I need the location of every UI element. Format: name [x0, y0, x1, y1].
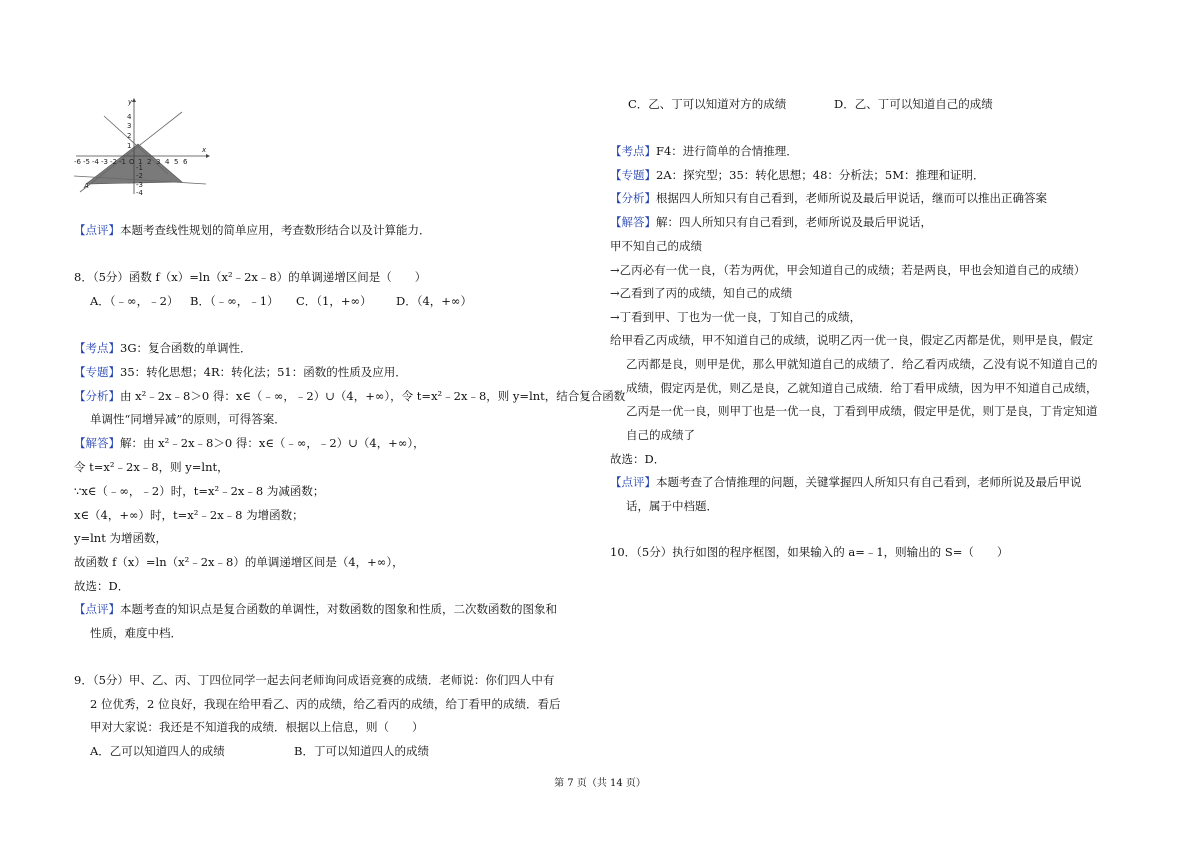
zhuanti-text: 35：转化思想；4R：转化法；51：函数的性质及应用． — [120, 365, 407, 379]
y-tick-label: -2 — [136, 172, 143, 180]
y-tick-label: 2 — [127, 132, 132, 140]
q9-para-line: 成绩，假定丙是优，则乙是良，乙就知道自己成绩．给丁看甲成绩，因为甲不知道自己成绩， — [626, 381, 1098, 395]
x-tick-label: -2 — [110, 158, 117, 166]
q8-step: 故函数 f（x）=ln（x²﹣2x﹣8）的单调递增区间是（4，+∞）， — [74, 555, 404, 569]
x-tick-label: -5 — [83, 158, 90, 166]
jieda-tag: 【解答】 — [610, 215, 656, 229]
q8-step: y=lnt 为增函数， — [74, 531, 167, 545]
kaodian-text: 3G：复合函数的单调性． — [120, 341, 252, 355]
x-axis-arrow — [206, 154, 210, 158]
y-tick-label: 4 — [127, 113, 132, 121]
q9-answer: 故选：D． — [610, 452, 666, 466]
dianping-tag: 【点评】 — [74, 602, 120, 616]
q8-kaodian — [74, 340, 252, 356]
x-tick-label: 2 — [147, 158, 152, 166]
q9-jieda — [610, 214, 932, 230]
q9-option-d: D．乙、丁可以知道自己的成绩 — [834, 97, 993, 111]
q9-dianping-line2: 话，属于中档题． — [626, 499, 718, 513]
fenxi-tag: 【分析】 — [610, 191, 656, 205]
comment-tag: 【点评】 — [74, 223, 120, 237]
dianping-text: 本题考查了合情推理的问题，关键掌握四人所知只有自己看到，老师所说及最后甲说 — [656, 475, 1082, 489]
q8-dianping — [74, 601, 557, 617]
x-tick-label: 4 — [165, 158, 170, 166]
q8-zhuanti — [74, 364, 407, 380]
q8-fenxi — [74, 388, 625, 404]
q8-stem: 8．（5分）函数 f（x）=ln（x²﹣2x﹣8）的单调递增区间是（ ） — [74, 270, 427, 284]
x-tick-label: -3 — [101, 158, 108, 166]
q9-kaodian — [610, 143, 798, 159]
jieda-text: 解：由 x²﹣2x﹣8＞0 得：x∈（﹣∞，﹣2）∪（4，+∞）， — [120, 436, 425, 450]
y-axis-arrow — [132, 98, 136, 102]
x-tick-label: 5 — [174, 158, 179, 166]
x-tick-label: -1 — [119, 158, 126, 166]
y-axis-label: y — [128, 98, 133, 106]
q9-para-line: 乙丙是一优一良，则甲丁也是一优一良，丁看到甲成绩，假定甲是优，则丁是良，丁肯定知道 — [626, 404, 1098, 418]
q8-step: 故选：D． — [74, 579, 130, 593]
q9-option-c: C．乙、丁可以知道对方的成绩 — [628, 97, 787, 111]
fenxi-tag: 【分析】 — [74, 389, 120, 403]
q8-option-b: B．（﹣∞，﹣1） — [190, 294, 279, 308]
x-tick-label: -6 — [74, 158, 81, 166]
dianping-tag: 【点评】 — [610, 475, 656, 489]
q9-option-b: B．丁可以知道四人的成绩 — [294, 744, 429, 758]
q8-step: 令 t=x²﹣2x﹣8，则 y=lnt， — [74, 460, 229, 474]
q8-option-a: A．（﹣∞，﹣2） — [90, 294, 179, 308]
q9-step: →乙看到了丙的成绩，知自己的成绩 — [610, 286, 793, 300]
q9-step: →丁看到甲、丁也为一优一良，丁知自己的成绩， — [610, 310, 862, 324]
x-tick-label: -4 — [92, 158, 99, 166]
q9-option-a: A．乙可以知道四人的成绩 — [90, 744, 225, 758]
zhuanti-text: 2A：探究型；35：转化思想；48：分析法；5M：推理和证明． — [656, 168, 985, 182]
y-tick-label: 3 — [127, 122, 132, 130]
y-tick-label: 1 — [127, 142, 132, 150]
fenxi-text: 根据四人所知只有自己看到，老师所说及最后甲说话，继而可以推出正确答案 — [656, 191, 1047, 205]
q9-fenxi — [610, 190, 1047, 206]
linear-programming-figure — [72, 96, 212, 196]
jieda-text: 解：四人所知只有自己看到，老师所说及最后甲说话， — [656, 215, 932, 229]
page-footer: 第 7 页（共 14 页） — [554, 778, 646, 789]
prev-comment — [74, 222, 431, 238]
q9-stem-line3: 甲对大家说：我还是不知道我的成绩．根据以上信息，则（ ） — [90, 720, 424, 734]
q8-step: x∈（4，+∞）时，t=x²﹣2x﹣8 为增函数； — [74, 508, 304, 522]
q8-option-c: C．（1，+∞） — [296, 294, 372, 308]
y-tick-label: -1 — [136, 164, 143, 172]
zhuanti-tag: 【专题】 — [610, 168, 656, 182]
kaodian-tag: 【考点】 — [610, 144, 656, 158]
comment-text: 本题考查线性规划的简单应用，考查数形结合以及计算能力． — [120, 223, 431, 237]
q9-stem: 9．（5分）甲、乙、丙、丁四位同学一起去问老师询问成语竞赛的成绩．老师说：你们四人中有 — [74, 673, 555, 687]
q9-para-line: 乙丙都是良，则甲是优，那么甲就知道自己的成绩了．给乙看丙成绩，乙没有说不知道自己的 — [626, 357, 1098, 371]
x-tick-label: 6 — [183, 158, 188, 166]
q9-step: →乙丙必有一优一良，（若为两优，甲会知道自己的成绩；若是两良，甲也会知道自己的成绩） — [610, 263, 1086, 277]
q8-step: ∵x∈（﹣∞，﹣2）时，t=x²﹣2x﹣8 为减函数； — [74, 484, 325, 498]
y-tick-label: -3 — [136, 181, 143, 189]
x-axis-label: x — [202, 146, 207, 154]
q9-dianping — [610, 474, 1082, 490]
kaodian-tag: 【考点】 — [74, 341, 120, 355]
q9-para-line: 自己的成绩了 — [626, 428, 695, 442]
q9-stem-line2: 2 位优秀，2 位良好，我现在给甲看乙、丙的成绩，给乙看丙的成绩，给丁看甲的成绩．看后 — [90, 697, 561, 711]
q8-dianping-line2: 性质，难度中档． — [90, 626, 182, 640]
q8-option-d: D．（4，+∞） — [396, 294, 473, 308]
q9-para-line: 给甲看乙丙成绩，甲不知道自己的成绩，说明乙丙一优一良，假定乙丙都是优，则甲是良，假定 — [610, 333, 1093, 347]
q9-step: 甲不知自己的成绩 — [610, 239, 702, 253]
fenxi-text: 由 x²﹣2x﹣8＞0 得：x∈（﹣∞，﹣2）∪（4，+∞），令 t=x²﹣2x﹣8，则 y=lnt，结合复合函数 — [120, 389, 626, 403]
jieda-tag: 【解答】 — [74, 436, 120, 450]
x-tick-label: 1 — [138, 158, 143, 166]
q8-jieda — [74, 435, 425, 451]
kaodian-text: F4：进行简单的合情推理． — [656, 144, 798, 158]
y-tick-label: -4 — [136, 189, 143, 196]
origin-label: O — [129, 158, 135, 166]
q10-stem: 10．（5分）执行如图的程序框图，如果输入的 a=﹣1，则输出的 S=（ ） — [610, 545, 1009, 559]
line-label: A — [84, 182, 89, 190]
q8-fenxi-line2: 单调性“同增异减”的原则，可得答案． — [90, 412, 286, 426]
dianping-text: 本题考查的知识点是复合函数的单调性，对数函数的图象和性质，二次数函数的图象和 — [120, 602, 557, 616]
zhuanti-tag: 【专题】 — [74, 365, 120, 379]
q9-zhuanti — [610, 167, 984, 183]
x-tick-label: 3 — [156, 158, 161, 166]
